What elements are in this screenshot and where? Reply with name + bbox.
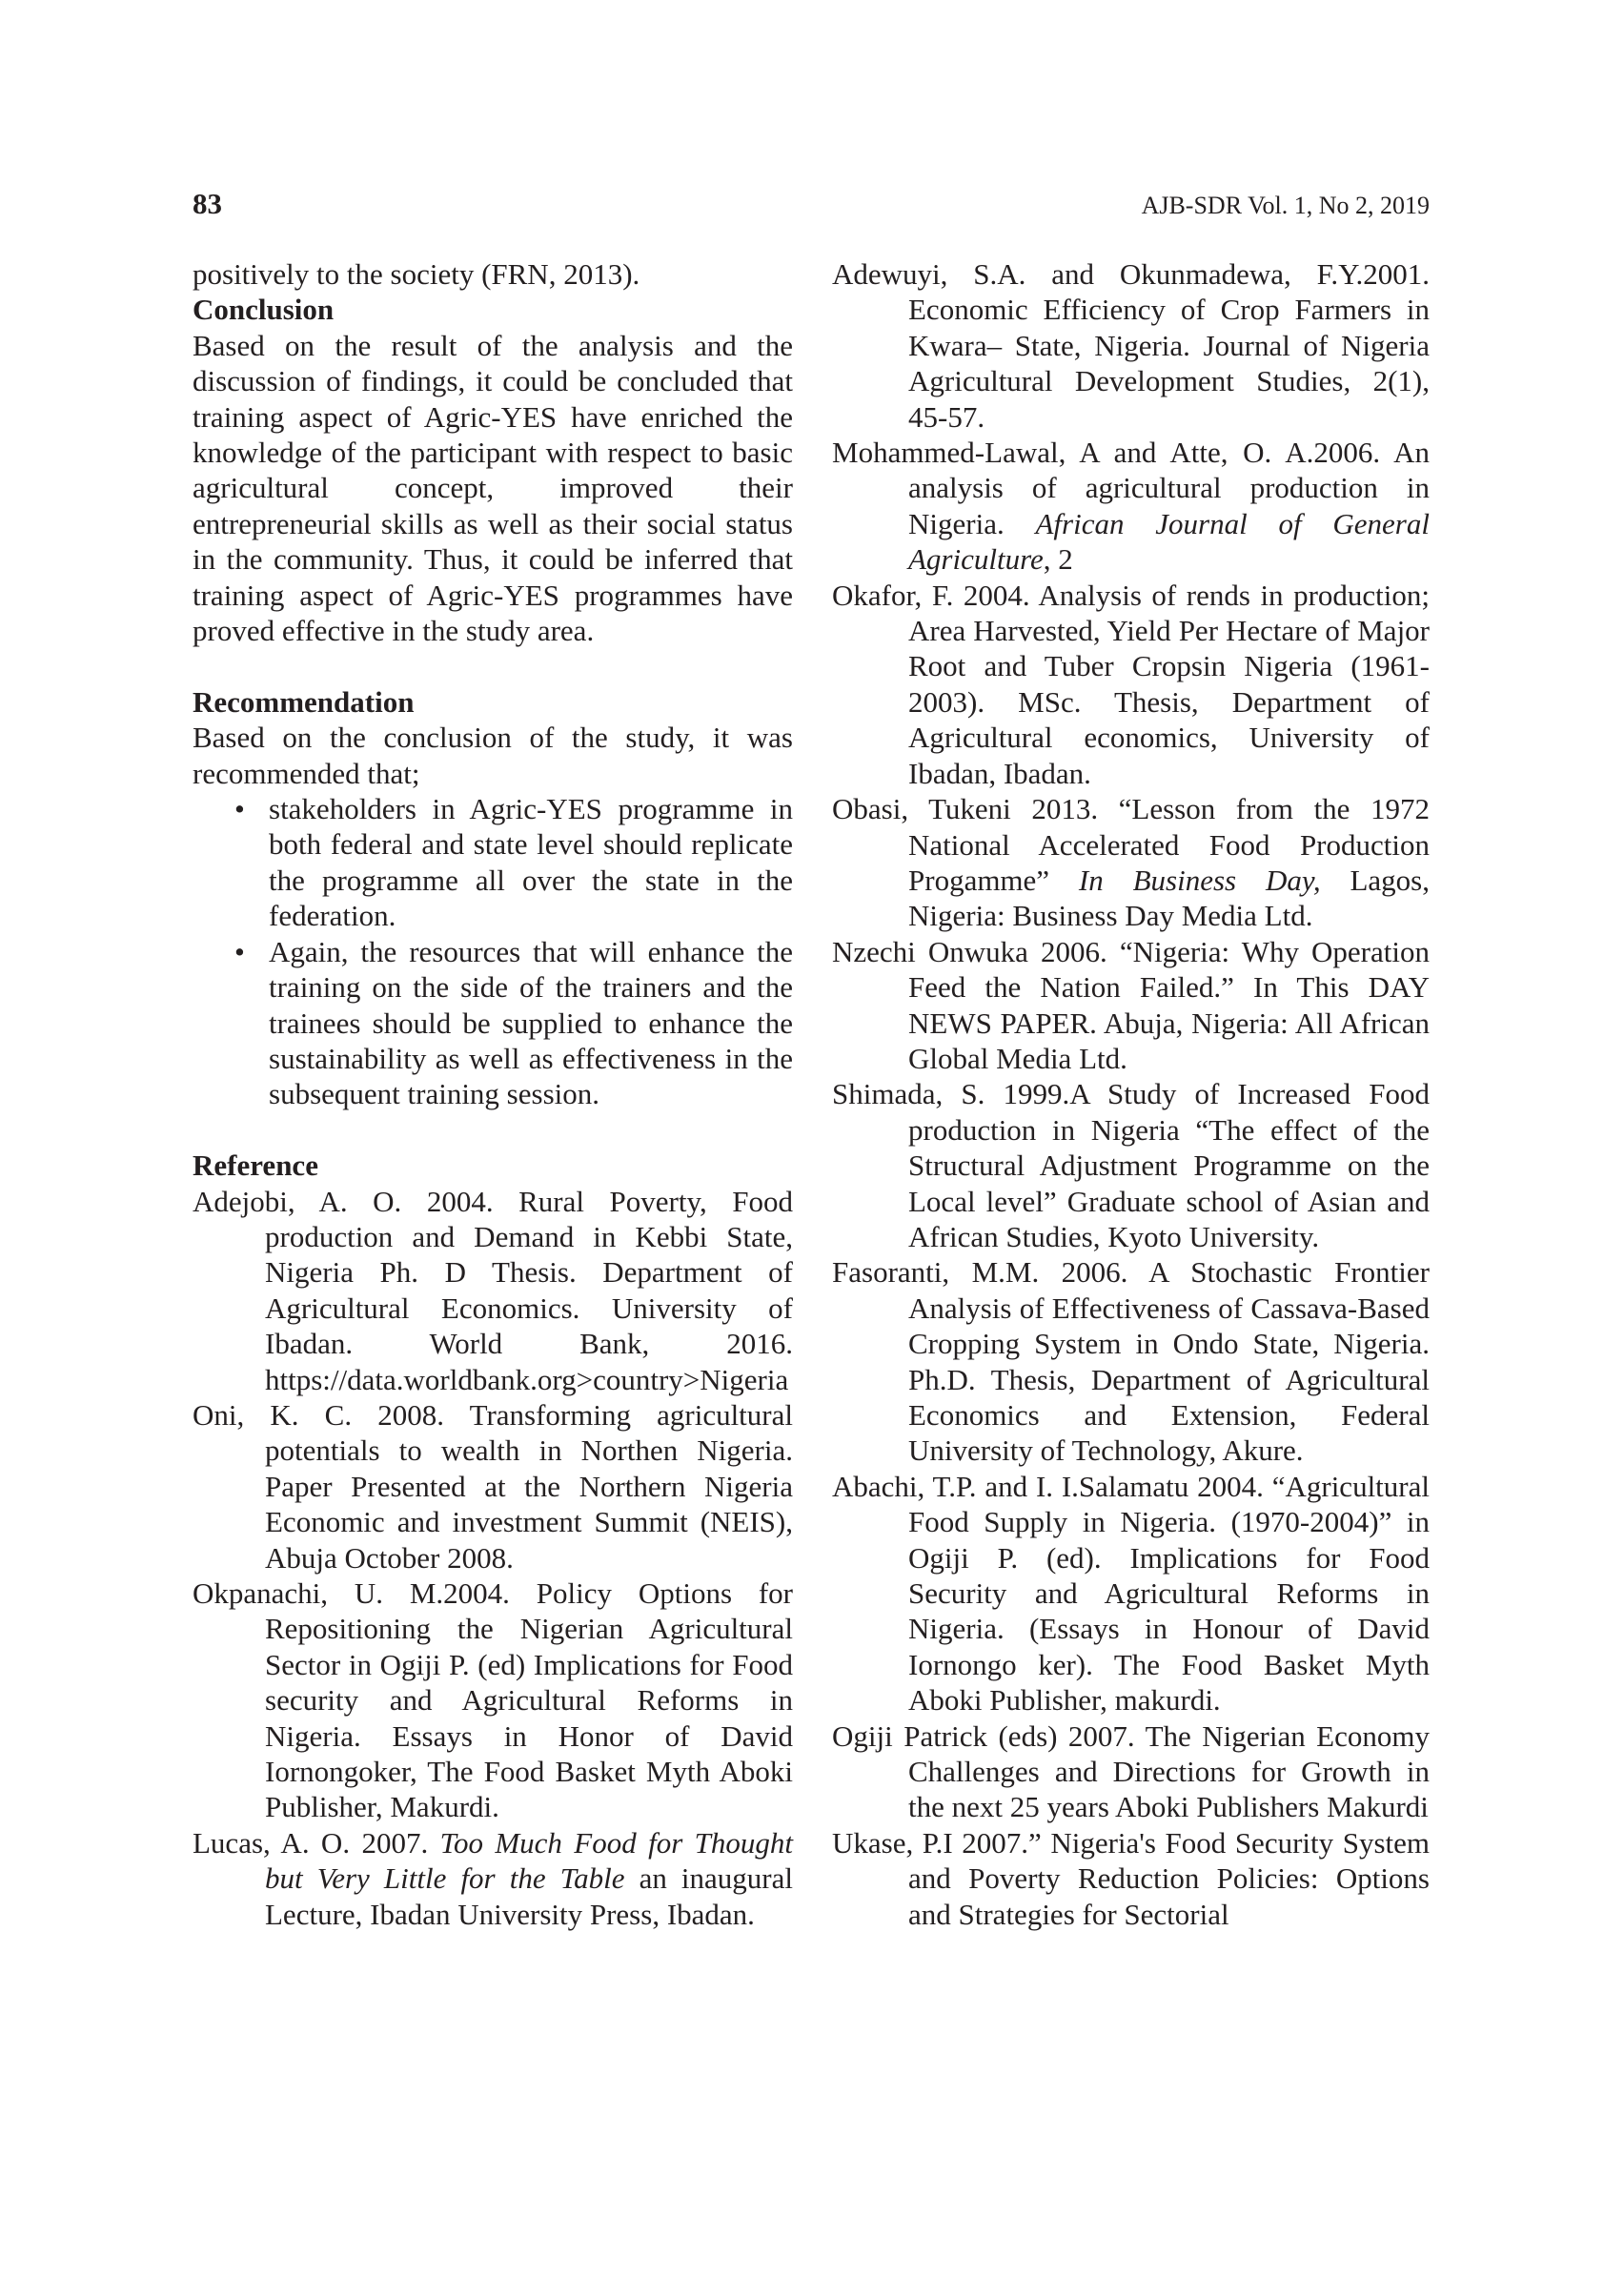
reference-title-italic: African Journal of General Agriculture [908, 506, 1430, 577]
reference-entry: Okpanachi, U. M.2004. Policy Options for Repositioning the Nigerian Agricultural Sector in Ogiji P. (ed) Implications for Food security and Agricultural Reforms in Nigeria. Essays in Honor of David Iornongoker, The Food Basket Myth Aboki Publisher, Makurdi. [193, 1576, 793, 1824]
section-gap [193, 648, 793, 683]
reference-text: Lagos, Nigeria: Business Day Media Ltd. [908, 863, 1430, 933]
reference-heading: Reference [193, 1149, 318, 1183]
reference-entry: Shimada, S. 1999.A Study of Increased Food production in Nigeria “The effect of the Structural Adjustment Programme on the Local level” Graduate school of Asian and African Studies, Kyoto University. [832, 1077, 1430, 1253]
conclusion-body: Based on the result of the analysis and the discussion of findings, it could be concluded that training aspect of Agric-YES have enriched the knowledge of the participant with respect to basic agricultural concept, improved their entrepreneurial skills as well as their social status in the community. Thus, it could be inferred that training aspect of Agric-YES programmes have proved effective in the study area. [193, 328, 793, 648]
bullet-icon: • [234, 934, 245, 968]
page-number: 83 [193, 187, 222, 220]
reference-text: an inaugural Lecture, Ibadan University Press, Ibadan. [265, 1861, 793, 1931]
bullet-icon: • [234, 792, 245, 826]
reference-entry: Fasoranti, M.M. 2006. A Stochastic Frontier Analysis of Effectiveness of Cassava-Based Cropping System in Ondo State, Nigeria. Ph.D. Thesis, Department of Agricultural Economics and Extension, Federal University of Technology, Akure. [832, 1255, 1430, 1468]
running-header [193, 187, 1430, 225]
reference-entry: Ogiji Patrick (eds) 2007. The Nigerian Economy Challenges and Directions for Growth in the next 25 years Aboki Publishers Makurdi [832, 1718, 1430, 1824]
left-column [193, 256, 793, 1932]
reference-entry [832, 435, 1430, 578]
journal-citation: AJB-SDR Vol. 1, No 2, 2019 [1141, 192, 1430, 219]
reference-entry: Okafor, F. 2004. Analysis of rends in production; Area Harvested, Yield Per Hectare of Major Root and Tuber Cropsin Nigeria (1961-2003). MSc. Thesis, Department of Agricultural economics, University of Ibadan, Ibadan. [832, 578, 1430, 790]
conclusion-heading: Conclusion [193, 293, 335, 327]
reference-text: Lucas, A. O. 2007. [193, 1825, 440, 1860]
reference-entry: Oni, K. C. 2008. Transforming agricultural potentials to wealth in Northen Nigeria. Paper Presented at the Northern Nigeria Economic and investment Summit (NEIS), Abuja October 2008. [193, 1397, 793, 1575]
reference-title-italic: Too Much Food for Thought but Very Little for the Table [265, 1825, 793, 1896]
recommendation-item [193, 791, 793, 934]
section-gap [193, 1112, 793, 1148]
recommendation-intro: Based on the conclusion of the study, it was recommended that; [193, 721, 793, 790]
recommendation-item-text: stakeholders in Agric-YES programme in both federal and state level should replicate the programme all over the state in the federation. [269, 792, 793, 933]
reference-text: Mohammed-Lawal, A and Atte, O. A.2006. An analysis of agricultural production in Nigeria. [832, 436, 1430, 540]
carryover-text: positively to the society (FRN, 2013). [193, 257, 640, 291]
right-column [832, 256, 1430, 1932]
recommendation-item [193, 934, 793, 1112]
reference-text: , 2 [1043, 542, 1073, 577]
reference-entry: Nzechi Onwuka 2006. “Nigeria: Why Operation Feed the Nation Failed.” In This DAY NEWS PAPER. Abuja, Nigeria: All African Global Media Ltd. [832, 934, 1430, 1075]
recommendation-item-text: Again, the resources that will enhance the training on the side of the trainers and the trainees should be supplied to enhance the sustainability as well as effectiveness in the subsequent training session. [269, 934, 793, 1111]
reference-entry [832, 791, 1430, 934]
recommendation-heading: Recommendation [193, 684, 415, 719]
reference-text: Obasi, Tukeni 2013. “Lesson from the 1972 National Accelerated Food Production Progamme” [832, 792, 1430, 897]
reference-entry: Adewuyi, S.A. and Okunmadewa, F.Y.2001. Economic Efficiency of Crop Farmers in Kwara– State, Nigeria. Journal of Nigeria Agricultural Development Studies, 2(1), 45-57. [832, 257, 1430, 434]
recommendation-list [193, 791, 793, 1112]
reference-entry: Abachi, T.P. and I. I.Salamatu 2004. “Agricultural Food Supply in Nigeria. (1970-2004)” in Ogiji P. (ed). Implications for Food Security and Agricultural Reforms in Nigeria. (Essays in Honour of David Iornongo ker). The Food Basket Myth Aboki Publisher, makurdi. [832, 1469, 1430, 1718]
reference-entry: Ukase, P.I 2007.” Nigeria's Food Security System and Poverty Reduction Policies: Options and Strategies for Sectorial [832, 1825, 1430, 1931]
reference-entry [193, 1825, 793, 1932]
reference-entry: Adejobi, A. O. 2004. Rural Poverty, Food production and Demand in Kebbi State, Nigeria Ph. D Thesis. Department of Agricultural Economics. University of Ibadan. World Bank, 2016. https://data.worldbank.org>country>Nigeria [193, 1184, 793, 1396]
reference-title-italic: In Business Day, [1078, 863, 1321, 897]
